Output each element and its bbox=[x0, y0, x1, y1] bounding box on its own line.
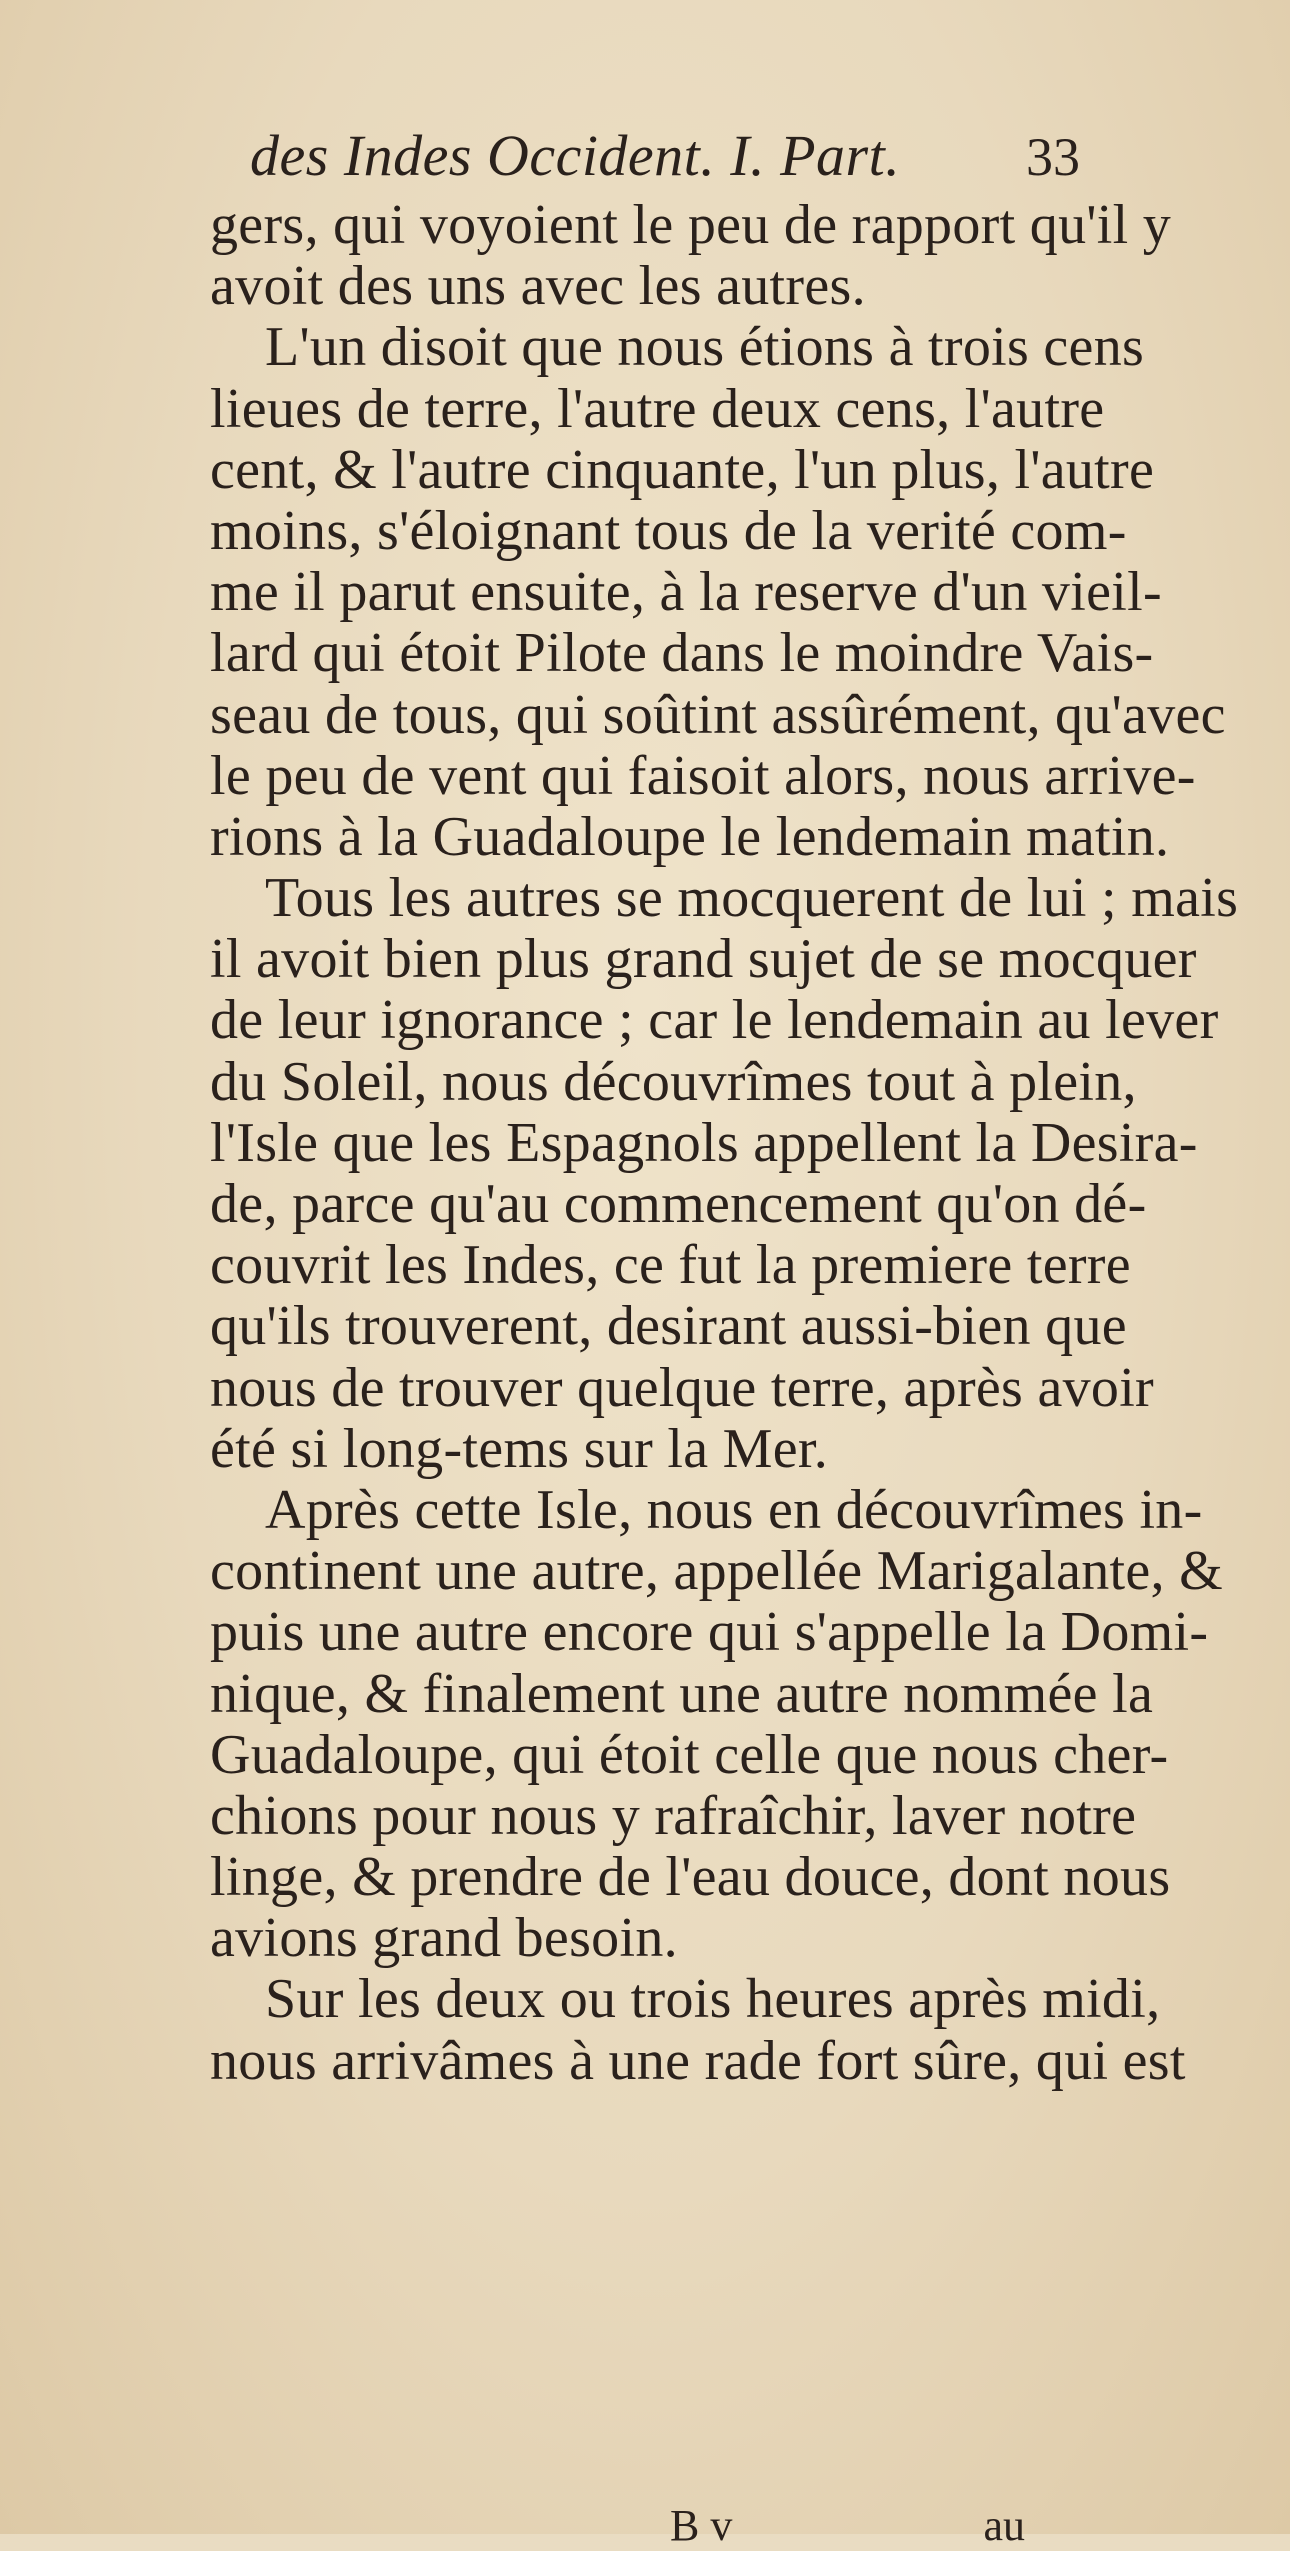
catchword: au bbox=[983, 2501, 1025, 2550]
text-line: Guadaloupe, qui étoit celle que nous cher- bbox=[210, 1723, 1169, 1786]
text-line: linge, & prendre de l'eau douce, dont nous bbox=[210, 1846, 1171, 1909]
text-line: Tous les autres se mocquerent de lui ; mais bbox=[265, 867, 1239, 930]
text-line: moins, s'éloignant tous de la verité com- bbox=[210, 499, 1127, 562]
body-text bbox=[210, 194, 1239, 2092]
text-line: gers, qui voyoient le peu de rapport qu'il y bbox=[210, 194, 1172, 256]
text-line: été si long-tems sur la Mer. bbox=[210, 1417, 829, 1480]
text-line: chions pour nous y rafraîchir, laver notre bbox=[210, 1784, 1137, 1847]
text-line: l'Isle que les Espagnols appellent la Desira- bbox=[210, 1111, 1198, 1174]
text-line: de, parce qu'au commencement qu'on dé- bbox=[210, 1173, 1147, 1235]
text-line: couvrit les Indes, ce fut la premiere terre bbox=[210, 1234, 1131, 1297]
text-line: puis une autre encore qui s'appelle la Domi- bbox=[210, 1601, 1209, 1664]
text-line: de leur ignorance ; car le lendemain au lever bbox=[210, 989, 1219, 1052]
text-line: lieues de terre, l'autre deux cens, l'autre bbox=[210, 377, 1105, 440]
text-line: me il parut ensuite, à la reserve d'un vieil- bbox=[210, 561, 1162, 624]
text-line: le peu de vent qui faisoit alors, nous arrive- bbox=[210, 744, 1196, 807]
text-line: L'un disoit que nous étions à trois cens bbox=[265, 316, 1145, 379]
page-number: 33 bbox=[1026, 127, 1080, 187]
text-line: lard qui étoit Pilote dans le moindre Vais- bbox=[210, 622, 1154, 685]
text-line: nique, & finalement une autre nommée la bbox=[210, 1662, 1154, 1725]
signature-mark: B v bbox=[670, 2501, 733, 2550]
text-line: nous arrivâmes à une rade fort sûre, qui est bbox=[210, 2029, 1186, 2092]
text-line: rions à la Guadaloupe le lendemain matin. bbox=[210, 805, 1170, 868]
text-line: avoit des uns avec les autres. bbox=[210, 255, 866, 318]
page-header bbox=[250, 122, 1080, 192]
text-line: il avoit bien plus grand sujet de se mocquer bbox=[210, 928, 1197, 991]
running-title: des Indes Occident. I. Part. bbox=[250, 123, 901, 188]
text-line: continent une autre, appellée Marigalante, & bbox=[210, 1540, 1223, 1603]
text-line: seau de tous, qui soûtint assûrément, qu'avec bbox=[210, 683, 1226, 746]
text-line: Sur les deux ou trois heures après midi, bbox=[265, 1968, 1161, 2031]
text-line: Après cette Isle, nous en découvrîmes in- bbox=[265, 1478, 1203, 1541]
text-line: du Soleil, nous découvrîmes tout à plein, bbox=[210, 1050, 1137, 1113]
text-line: nous de trouver quelque terre, après avoir bbox=[210, 1356, 1155, 1419]
text-line: cent, & l'autre cinquante, l'un plus, l'autre bbox=[210, 438, 1155, 501]
text-line: qu'ils trouverent, desirant aussi-bien que bbox=[210, 1295, 1127, 1358]
text-line: avions grand besoin. bbox=[210, 1907, 678, 1970]
